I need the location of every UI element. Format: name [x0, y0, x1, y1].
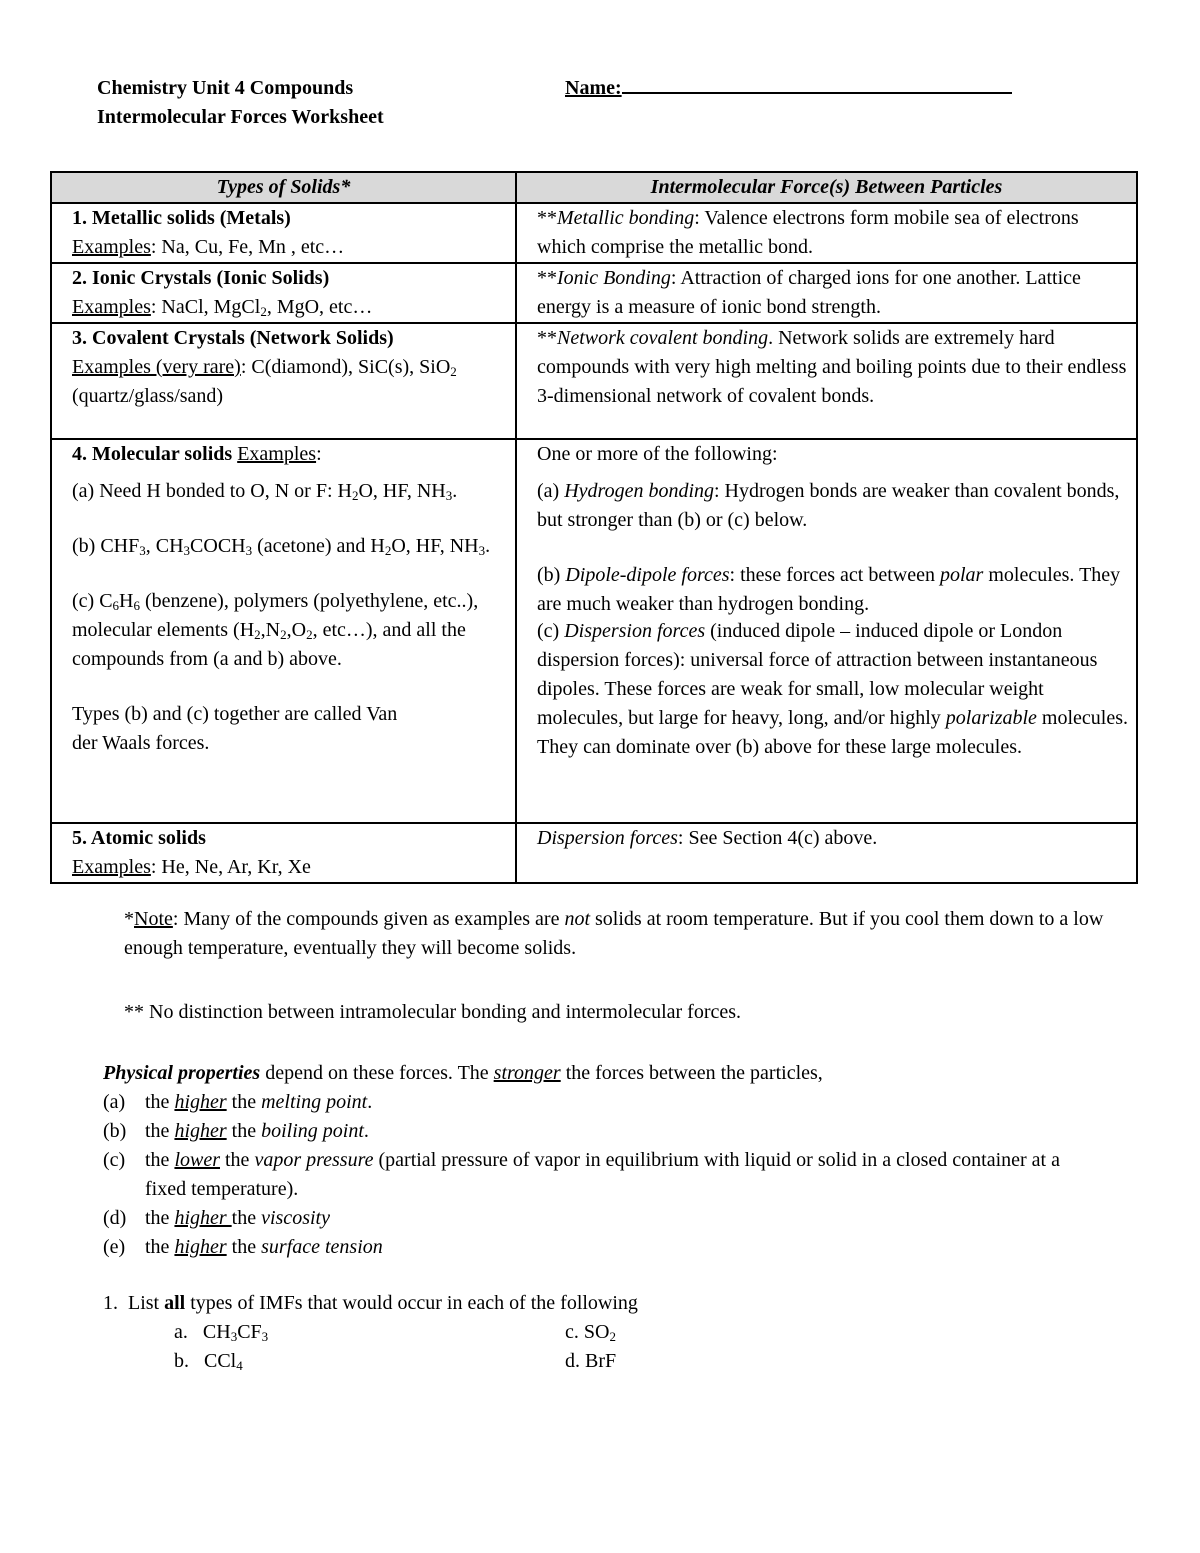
force-b: (b) Dipole-dipole forces: these forces act between polar molecules. They are much weaker than hydrogen bonding. — [537, 564, 1121, 615]
name-field[interactable] — [565, 74, 1012, 103]
question-1-item-b: b. CCl$_4$ — [174, 1350, 243, 1373]
question-1-item-c: c. $SO_2$ — [565, 1321, 616, 1344]
physical-properties — [103, 1059, 1103, 1262]
examples: Examples: Na, Cu, Fe, Mn , etc… — [72, 236, 345, 258]
table-header-row — [51, 172, 1137, 203]
table-row — [51, 203, 1137, 263]
solids-table — [50, 171, 1138, 884]
footnote-double-star: ** No distinction between intramolecular bonding and intermolecular forces. — [124, 1001, 742, 1023]
question-1-item-d: d. BrF — [565, 1350, 617, 1372]
table-row — [51, 439, 1137, 823]
force-cell: **Ionic Bonding: Attraction of charged ions for one another. Lattice energy is a measure of ionic bond strength. — [516, 263, 1137, 323]
properties-list — [103, 1088, 1103, 1262]
solid-type: 2. Ionic Crystals (Ionic Solids) — [72, 267, 330, 289]
solid-type: 5. Atomic solids — [72, 827, 206, 849]
solid-type-cell: 4. Molecular solids Examples: (a) Need H bonded to O, N or F: $H_2O$, HF, $NH_3$. (b) $CHF_3$, $CH_3COCH_3$ (acetone) and $H_2O$, HF, $NH_3$. (c) $C_6H_6$ (benzene), polymers (polyethylene, etc..), molecular elements ($H_2,N_2,O_2$, etc…), and all the compounds from (a and b) above. Types (b) and (c) together are called Van der Waals forces. — [51, 439, 516, 823]
question-1 — [103, 1289, 1003, 1318]
question-1-item-a: a. $CH_3CF_3$ — [174, 1321, 269, 1344]
force-intro: One or more of the following: — [537, 443, 778, 465]
examples: Examples: NaCl, MgCl$_2$, MgO, etc… — [72, 296, 373, 319]
list-item: (e) the higher the surface tension — [103, 1236, 383, 1258]
van-der-waals-note: Types (b) and (c) together are called Van der Waals forces. — [72, 703, 398, 754]
table-row — [51, 263, 1137, 323]
solid-type: 3. Covalent Crystals (Network Solids) — [72, 327, 394, 349]
list-item: (b) the higher the boiling point. — [103, 1120, 369, 1142]
solid-type: 4. Molecular solids — [72, 443, 233, 465]
force-term: Dispersion forces — [537, 827, 678, 849]
worksheet-title — [97, 74, 384, 132]
list-item: (d) the higher the viscosity — [103, 1207, 330, 1229]
examples: Examples: He, Ne, Ar, Kr, Xe — [72, 856, 311, 878]
list-item: (c) the lower the vapor pressure (partial pressure of vapor in equilibrium with liquid or solid in a closed container at a fixed temperature). — [103, 1149, 1060, 1200]
force-cell — [516, 439, 1137, 823]
table-row — [51, 323, 1137, 439]
solid-type-cell — [51, 263, 516, 323]
solid-type-cell — [51, 203, 516, 263]
table-row — [51, 823, 1137, 883]
force-a: (a) Hydrogen bonding: Hydrogen bonds are weaker than covalent bonds, but stronger than (b) or (c) below. — [537, 480, 1120, 531]
name-blank-line[interactable] — [622, 74, 1012, 94]
force-cell: Dispersion forces: See Section 4(c) above. — [516, 823, 1137, 883]
col-header-forces: Intermolecular Force(s) Between Particles — [516, 172, 1137, 203]
molecular-example-c: (c) $C_6H_6$ (benzene), polymers (polyethylene, etc..), molecular elements ($H_2,N_2,O_2$, etc…), and all the compounds from (a and b) above. — [72, 590, 479, 670]
molecular-example-a: (a) Need H bonded to O, N or F: $H_2O$, HF, $NH_3$. — [72, 480, 458, 503]
force-term: Ionic Bonding — [557, 267, 671, 289]
force-c: (c) Dispersion forces (induced dipole – induced dipole or London dispersion forces): universal force of attraction between instantaneous dipoles. These forces are weak for small, low molecular weight molecules, but large for heavy, long, and/or highly polarizable molecules. They can dominate over (b) above for these large molecules. — [537, 620, 1129, 758]
properties-lead: Physical properties depend on these forces. The stronger the forces between the particles, — [103, 1062, 823, 1084]
solid-type-cell — [51, 323, 516, 439]
molecular-example-b: (b) $CHF_3$, $CH_3COCH_3$ (acetone) and $H_2O$, HF, $NH_3$. — [72, 535, 491, 558]
force-term: Network covalent bonding — [557, 327, 769, 349]
force-term: Metallic bonding — [557, 207, 695, 229]
solid-type: 1. Metallic solids (Metals) — [72, 207, 291, 229]
footnote-single-star: *Note: Many of the compounds given as examples are not solids at room temperature. But if you cool them down to a low enough temperature, eventually they will become solids. — [124, 908, 1104, 959]
course-title: Chemistry Unit 4 Compounds — [97, 77, 354, 99]
list-item: (a) the higher the melting point. — [103, 1091, 373, 1113]
question-1-prompt: 1. List all types of IMFs that would occur in each of the following — [103, 1292, 638, 1314]
col-header-types: Types of Solids* — [51, 172, 516, 203]
solid-type-cell — [51, 823, 516, 883]
examples: Examples (very rare): C(diamond), SiC(s), SiO$_2$ (quartz/glass/sand) — [72, 356, 457, 407]
name-label: Name: — [565, 77, 622, 99]
force-cell: **Network covalent bonding. Network solids are extremely hard compounds with very high melting and boiling points due to their endless 3-dimensional network of covalent bonds. — [516, 323, 1137, 439]
worksheet-subtitle: Intermolecular Forces Worksheet — [97, 106, 384, 128]
force-cell: **Metallic bonding: Valence electrons form mobile sea of electrons which comprise the metallic bond. — [516, 203, 1137, 263]
